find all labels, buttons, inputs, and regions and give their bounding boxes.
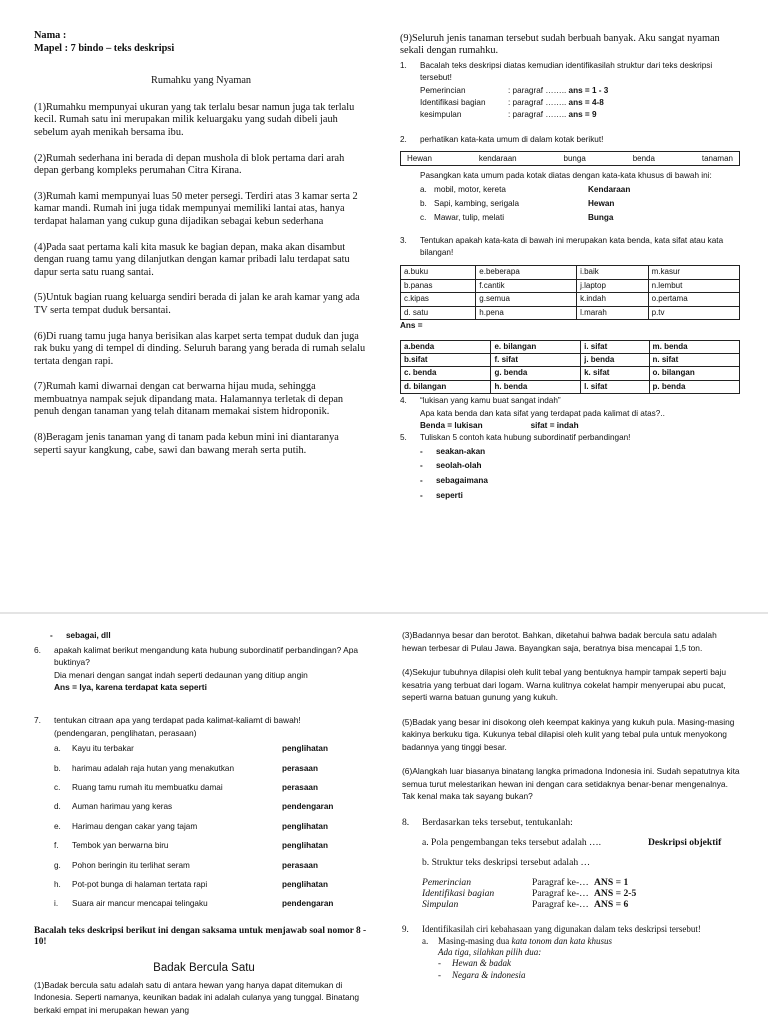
box-word: bunga: [563, 153, 586, 163]
table-cell: e. bilangan: [491, 340, 581, 353]
table-row: [401, 293, 740, 306]
list-item: [54, 759, 374, 778]
structure-label: Simpulan: [422, 898, 459, 910]
item-text: Pot-pot bunga di halaman tertata rapi: [72, 880, 208, 889]
item-letter: c.: [420, 212, 427, 222]
list-item: [54, 836, 374, 855]
right-column-top: [400, 33, 740, 503]
item-text: sebagai, dll: [66, 631, 111, 640]
list-item: [54, 875, 374, 894]
structure-label: kesimpulan: [420, 110, 462, 120]
box-word: benda: [632, 153, 655, 163]
mapel-label: Mapel : 7 bindo – teks deskripsi: [34, 42, 175, 54]
table-cell: b.panas: [401, 279, 476, 292]
question-subtext: Ada tiga, silahkan pilih dua:: [438, 946, 542, 957]
table-cell: e.beberapa: [476, 266, 577, 279]
table-row: [401, 380, 740, 393]
text1-paragraph-1: (1)Rumahku mempunyai ukuran yang tak terlalu besar namun juga tak terlalu kecil. Rumah satu ini merupakan milik keluargaku yang sudah dibeli jauh sebelum ayah menikah bersama ibu.: [34, 101, 355, 138]
structure-answer: ANS = 2-5: [594, 887, 637, 899]
question-number: 6.: [34, 644, 41, 655]
text2-paragraph-6: (6)Alangkah luar biasanya binatang langka primadona Indonesia ini. Sudah sepatutnya kita semua turut melestarikan hewan ini dengan cara setidaknya benar-benar mengenalnya. Tak kenal maka tak sayang bukan?: [402, 766, 740, 801]
list-item: [420, 197, 740, 211]
question-text: Tentukan apakah kata-kata di bawah ini merupakan kata benda, kata sifat atau kata bilangan!: [420, 235, 724, 258]
list-item: - sebagai, dll: [34, 629, 374, 644]
structure-value: : paragraf ……..: [508, 110, 569, 120]
nama-label: Nama :: [34, 30, 67, 41]
question-text: Bacalah teks deskripsi diatas kemudian identifikasilah struktur dari teks deskripsi tersebut!: [420, 60, 713, 83]
item-letter: a.: [422, 935, 429, 946]
table-cell: b.sifat: [401, 353, 491, 366]
table-row: [401, 353, 740, 366]
text1-paragraph-7: (7)Rumah kami diwarnai dengan cat berwarna hijau muda, sehingga membuatnya nampak sejuk dipandang mata. Halamannya terletak di depan penuh dengan tanaman yang telah ditanam memakai sistem hidroponik.: [34, 381, 344, 418]
table-cell: m.kasur: [648, 266, 739, 279]
structure-row: [420, 109, 740, 121]
item-answer: Hewan: [588, 198, 615, 208]
text2-paragraph-3: (3)Badannya besar dan berotot. Bahkan, diketahui bahwa badak bercula satu adalah hewan terbesar di Pulau Jawa. Bayangkan saja, beratnya bisa mencapai 1,5 ton.: [402, 630, 717, 653]
item-text: sebagaimana: [436, 475, 488, 485]
list-item: [420, 211, 740, 225]
item-letter: c.: [54, 782, 61, 792]
item-letter: a.: [420, 184, 427, 194]
table-cell: a.buku: [401, 266, 476, 279]
structure-answer: ans = 9: [568, 110, 597, 120]
item-answer: perasaan: [282, 860, 318, 870]
question-2: [400, 134, 740, 146]
question-text: “lukisan yang kamu buat sangat indah”: [420, 396, 561, 406]
table-cell: m. benda: [649, 340, 739, 353]
table-cell: l.marah: [577, 306, 649, 319]
item-answer: penglihatan: [282, 841, 328, 851]
text1-paragraph-2: (2)Rumah sederhana ini berada di depan mushola di blok pertama dari arah depan gerbang kompleks perumahan Citra Kirana.: [34, 152, 345, 177]
item-answer: Bunga: [588, 212, 614, 222]
list-item: - seperti: [420, 489, 740, 504]
table-cell: c. benda: [401, 367, 491, 380]
item-text: Kayu itu terbakar: [72, 744, 134, 754]
table-cell: l. sifat: [581, 380, 649, 393]
structure-row: [422, 899, 742, 910]
item-text: seperti: [436, 490, 463, 500]
table-cell: o. bilangan: [649, 367, 739, 380]
item-answer: penglihatan: [282, 880, 328, 889]
answer-noun: Benda = lukisan: [420, 420, 483, 430]
answer-line: Deskripsi objektif: [648, 836, 722, 848]
question-text: Berdasarkan teks tersebut, tentukanlah:: [422, 816, 573, 828]
question-3: [400, 235, 740, 260]
structure-answer: ANS = 1: [594, 876, 629, 888]
general-words-box: [400, 151, 740, 166]
table-row: [401, 367, 740, 380]
question-text: perhatikan kata-kata umum di dalam kotak berikut!: [420, 134, 604, 144]
question-text: Tuliskan 5 contoh kata hubung subordinatif perbandingan!: [420, 433, 631, 443]
structure-row: [420, 85, 740, 97]
text1-paragraph-3: (3)Rumah kami mempunyai luas 50 meter persegi. Terdiri atas 3 kamar serta 2 kamar mandi. Rumah ini juga tidak mempunyai memiliki lantai atas, hanya terdapat halaman yang cukup guna dijadikan sebagai kebun sederhana: [34, 190, 358, 227]
item-text: Mawar, tulip, melati: [434, 212, 505, 222]
table-cell: n. sifat: [649, 353, 739, 366]
item-letter: g.: [54, 860, 61, 870]
table-cell: p.tv: [648, 306, 739, 319]
table-cell: h. benda: [491, 380, 581, 393]
list-item: - seakan-akan: [420, 445, 740, 460]
item-text: harimau adalah raja hutan yang menakutkan: [72, 763, 235, 773]
list-item: - Hewan & badak: [438, 958, 511, 969]
item-letter: e.: [54, 821, 61, 831]
item-answer: pendengaran: [282, 899, 334, 909]
item-text: Harimau dengan cakar yang tajam: [72, 821, 198, 831]
answer-table: [400, 340, 740, 395]
table-cell: d. bilangan: [401, 380, 491, 393]
text1-paragraph-6: (6)Di ruang tamu juga hanya berisikan alas karpet serta tempat duduk dan juga rak buku yang di tempel di dinding. Seluruh barang yang berada di rumah selalu tertata dengan rapi.: [34, 330, 366, 367]
item-text: Negara & indonesia: [452, 969, 526, 980]
question-number: 5.: [400, 433, 407, 443]
text1-paragraph-5: (5)Untuk bagian ruang keluarga sendiri berada di jalan ke arah kamar yang ada TV serta tempat duduk bersantai.: [34, 292, 360, 316]
item-text: Masing-masing dua: [438, 935, 512, 946]
table-row: [401, 306, 740, 319]
structure-answer: ans = 1 - 3: [568, 85, 609, 95]
answer-label: Ans =: [400, 321, 423, 331]
structure-row: [422, 888, 742, 899]
table-cell: i.baik: [577, 266, 649, 279]
structure-label: Pemerincian: [422, 876, 472, 888]
item-answer: pendengaran: [282, 802, 334, 812]
question-5: [400, 432, 740, 503]
question-instruction: Pasangkan kata umum pada kotak diatas dengan kata-kata khusus di bawah ini:: [420, 171, 712, 181]
question-text: tentukan citraan apa yang terdapat pada kalimat-kaliamt di bawah!: [54, 714, 301, 725]
structure-row: [422, 877, 742, 888]
question-8b: b. Struktur teks deskripsi tersebut adalah …: [422, 856, 591, 868]
structure-value: Paragraf ke-…: [532, 898, 589, 910]
item-text: Pohon beringin itu terlihat seram: [72, 860, 190, 870]
item-answer: perasaan: [282, 782, 318, 792]
structure-label: Identifikasi bagian: [420, 98, 486, 108]
left-column-bottom: [34, 629, 374, 1017]
box-word: kendaraan: [478, 153, 517, 163]
text2-title: Badak Bercula Satu: [153, 961, 255, 974]
question-8a: [422, 837, 742, 849]
structure-value: Paragraf ke-…: [532, 887, 589, 899]
table-cell: f. sifat: [491, 353, 581, 366]
item-text: Ruang tamu rumah itu membuatku damai: [72, 782, 223, 792]
structure-value: Paragraf ke-…: [532, 876, 589, 888]
question-text: apakah kalimat berikut mengandung kata hubung subordinatif perbandingan? Apa buktinya?: [54, 644, 359, 668]
text1-paragraph-9: (9)Seluruh jenis tanaman tersebut sudah berbuah banyak. Aku sangat nyaman sekali dengan rumahku.: [400, 33, 720, 57]
answer-line: Ans = Iya, karena terdapat kata seperti: [54, 682, 207, 693]
left-column-top: [34, 30, 368, 470]
item-text: Sapi, kambing, serigala: [434, 198, 520, 208]
item-letter: d.: [54, 802, 61, 812]
structure-label: Pemerincian: [420, 85, 466, 95]
question-1: [400, 60, 740, 503]
list-item: - seolah-olah: [420, 459, 740, 474]
question-9a: [422, 936, 742, 947]
question-subtext: Apa kata benda dan kata sifat yang terdapat pada kalimat di atas?..: [420, 408, 665, 418]
table-cell: c.kipas: [401, 293, 476, 306]
question-number: 1.: [400, 60, 407, 70]
table-row: [401, 340, 740, 353]
item-text: Auman harimau yang keras: [72, 802, 173, 812]
structure-value: : paragraf ……..: [508, 85, 569, 95]
box-word: tanaman: [701, 153, 733, 163]
item-letter: b.: [54, 763, 61, 773]
item-text: Hewan & badak: [452, 958, 511, 969]
list-item: [54, 778, 374, 797]
list-item: - sebagaimana: [420, 474, 740, 489]
structure-answer: ans = 4-8: [568, 98, 604, 108]
box-word: Hewan: [407, 153, 432, 163]
question-number: 9.: [402, 924, 409, 935]
answer-adjective: sifat = indah: [530, 420, 579, 430]
question-subtext: a. Pola pengembangan teks tersebut adalah ….: [422, 836, 602, 848]
question-8: [402, 817, 742, 982]
question-9: [402, 924, 742, 981]
question-number: 7.: [34, 714, 41, 725]
table-cell: n.lembut: [648, 279, 739, 292]
structure-value: : paragraf ……..: [508, 98, 569, 108]
text2-paragraph-1: (1)Badak bercula satu adalah satu di antara hewan yang hanya dapat ditemukan di Indonesia. Seperti namanya, keunikan badak ini adalah culanya yang tunggal. Binatang berkaki empat ini merupakan hewan yang: [34, 979, 359, 1015]
question-number: 3.: [400, 235, 407, 245]
table-cell: g. benda: [491, 367, 581, 380]
list-item: [54, 797, 374, 816]
table-cell: a.benda: [401, 340, 491, 353]
list-item: [420, 183, 740, 197]
text1-paragraph-8: (8)Beragam jenis tanaman yang di tanam pada kebun mini ini diantaranya seperti sayur kangkung, cabe, sawi dan bawang merah serta putih.: [34, 432, 339, 456]
item-answer: Kendaraan: [588, 184, 631, 194]
structure-answer: ANS = 6: [594, 898, 629, 910]
item-letter: h.: [54, 880, 61, 889]
item-text: Tembok yan berwarna biru: [72, 841, 169, 851]
item-letter: i.: [54, 899, 59, 909]
page-bottom: [0, 612, 768, 1024]
item-answer: penglihatan: [282, 821, 328, 831]
question-4: [400, 395, 740, 432]
question-text: Identifikasilah ciri kebahasaan yang digunakan dalam teks deskripsi tersebut!: [422, 924, 701, 935]
question-sentence: Dia menari dengan sangat indah seperti dedaunan yang ditiup angin: [54, 669, 308, 680]
table-cell: j. benda: [581, 353, 649, 366]
question-7: [34, 714, 374, 914]
table-cell: i. sifat: [581, 340, 649, 353]
question-number: 2.: [400, 134, 407, 144]
question-number: 8.: [402, 816, 410, 828]
item-text: seolah-olah: [436, 461, 482, 471]
text2-paragraph-4: (4)Sekujur tubuhnya dilapisi oleh kulit tebal yang bentuknya hampir tampak seperti baju kesatria yang terbuat dari logam. Warna kulitnya cokelat hampir menyerupai abu pucat, seperti warna batuan gunung yang kukuh.: [402, 667, 727, 702]
table-row: [401, 266, 740, 279]
table-cell: k.indah: [577, 293, 649, 306]
question-number: 4.: [400, 396, 407, 406]
table-cell: g.semua: [476, 293, 577, 306]
item-text: seakan-akan: [436, 446, 486, 456]
right-column-bottom: [402, 629, 742, 981]
item-text: mobil, motor, kereta: [434, 184, 506, 194]
item-letter: b.: [420, 198, 427, 208]
question-subtext: (pendengaran, penglihatan, perasaan): [54, 727, 197, 738]
table-cell: d. satu: [401, 306, 476, 319]
list-item: [54, 739, 374, 758]
text2-paragraph-5: (5)Badak yang besar ini disokong oleh keempat kakinya yang kukuh pula. Masing-masing kakinya berkuku tiga. Kukunya tebal dilapisi oleh kulit yang tebal pula untuk menyokong badannya yang tinggi besar.: [402, 716, 735, 752]
answer-line: [420, 420, 740, 432]
table-cell: p. benda: [649, 380, 739, 393]
list-item: - Negara & indonesia: [438, 969, 526, 980]
table-cell: o.pertama: [648, 293, 739, 306]
item-text-italic: kata tonom dan kata khusus: [511, 935, 612, 946]
word-table: [400, 265, 740, 320]
item-text: Suara air mancur mencapai telingaku: [72, 899, 208, 909]
list-item: [54, 856, 374, 875]
table-cell: h.pena: [476, 306, 577, 319]
item-answer: penglihatan: [282, 744, 328, 754]
structure-row: [420, 97, 740, 109]
table-cell: f.cantik: [476, 279, 577, 292]
table-cell: k. sifat: [581, 367, 649, 380]
structure-label: Identifikasi bagian: [422, 887, 495, 899]
list-item: [54, 894, 374, 913]
item-letter: a.: [54, 744, 61, 754]
table-cell: j.laptop: [577, 279, 649, 292]
text1-title: Rumahku yang Nyaman: [150, 75, 252, 87]
table-row: [401, 279, 740, 292]
item-answer: perasaan: [282, 763, 318, 773]
text1-paragraph-4: (4)Pada saat pertama kali kita masuk ke bagian depan, maka akan disambut dengan ruang tamu yang dilanjutkan dengan kamar pribadi lalu terdapat satu dapur serta satu ruang santai.: [34, 241, 350, 278]
text2-intro: Bacalah teks deskripsi berikut ini dengan saksama untuk menjawab soal nomor 8 - 10!: [34, 925, 367, 947]
item-letter: f.: [54, 841, 59, 851]
question-6: [34, 644, 374, 694]
list-item: [54, 817, 374, 836]
